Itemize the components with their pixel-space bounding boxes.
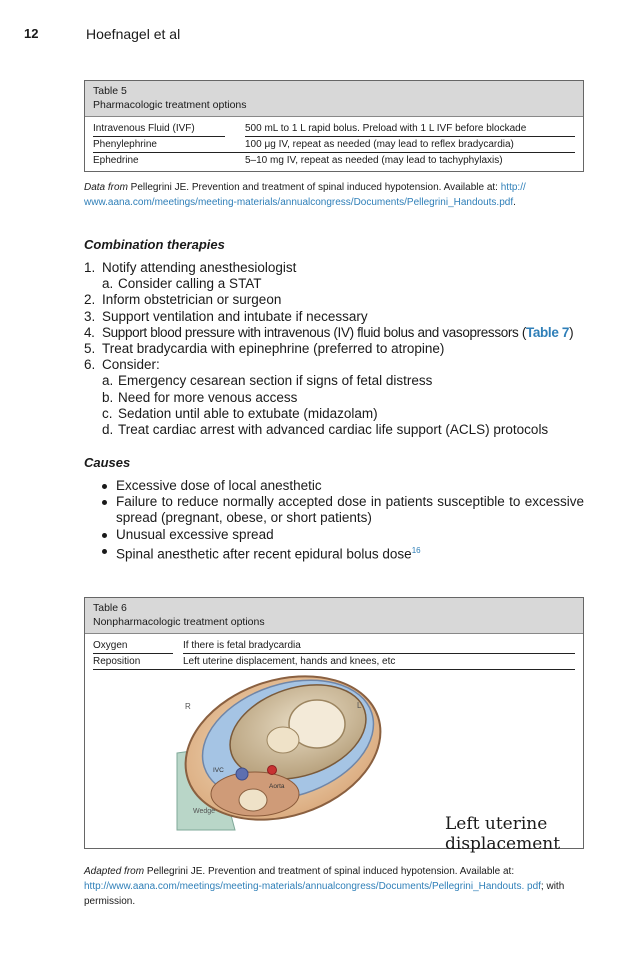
table-6-title: Nonpharmacologic treatment options	[93, 616, 265, 628]
table-cell-option: Oxygen	[93, 640, 128, 651]
label-wedge: Wedge	[193, 808, 216, 815]
table-row	[85, 153, 583, 169]
table-row	[85, 137, 583, 153]
causes-heading: Causes	[84, 455, 131, 470]
running-head: Hoefnagel et al	[86, 26, 181, 42]
citation-16[interactable]: 16	[411, 545, 421, 555]
label-l: L	[357, 701, 362, 710]
list-item: a. Emergency cesarean section if signs of fetal distress	[102, 373, 433, 389]
table-5-label: Table 5	[93, 85, 127, 97]
table-cell-drug: Ephedrine	[93, 155, 139, 166]
list-item: 2. Inform obstetrician or surgeon	[84, 292, 282, 308]
list-item: d. Treat cardiac arrest with advanced cardiac life support (ACLS) protocols	[102, 422, 549, 438]
label-ivc: IVC	[213, 767, 224, 774]
combination-list	[84, 260, 594, 438]
source-prefix: Data from	[84, 182, 128, 193]
source-suffix: ; with permission.	[84, 881, 565, 907]
cross-section-illustration	[85, 598, 583, 848]
figure-left-uterine-displacement	[85, 598, 583, 854]
bullet-icon	[102, 549, 107, 554]
vertebra-shape	[239, 789, 267, 811]
table-5	[84, 80, 584, 172]
list-item: Spinal anesthetic after recent epidural bolus dose$^{16}$	[84, 543, 584, 563]
label-r: R	[185, 702, 191, 711]
list-item: a. Consider calling a STAT	[102, 276, 262, 292]
table-cell-dose: 100 μg IV, repeat as needed (may lead to reflex bradycardia)	[245, 139, 514, 150]
list-item: 3. Support ventilation and intubate if necessary	[84, 308, 368, 324]
table-row	[85, 121, 583, 137]
source-suffix: .	[513, 197, 516, 208]
bullet-icon	[102, 500, 107, 505]
source-text: Pellegrini JE. Prevention and treatment of spinal induced hypotension. Available at:	[127, 182, 501, 193]
table-cell-dose: 5–10 mg IV, repeat as needed (may lead to tachyphylaxis)	[245, 155, 503, 166]
table-5-title: Pharmacologic treatment options	[93, 99, 247, 111]
bullet-icon	[102, 533, 107, 538]
table-6-source	[84, 864, 582, 909]
list-item: b. Need for more venous access	[102, 389, 298, 405]
causes-list	[84, 478, 584, 563]
combination-heading: Combination therapies	[84, 237, 225, 252]
table-7-link[interactable]: Table 7	[525, 324, 570, 340]
ivc-shape	[236, 768, 248, 780]
source-link[interactable]: http://www.aana.com/meetings/meeting-materials/annualcongress/Documents/Pellegrini_Handouts.	[84, 881, 525, 892]
table-cell-detail: If there is fetal bradycardia	[183, 640, 301, 651]
list-item: 1. Notify attending anesthesiologist	[84, 260, 297, 275]
list-item: 5. Treat bradycardia with epinephrine (preferred to atropine)	[84, 341, 445, 357]
list-item: Excessive dose of local anesthetic	[84, 478, 584, 494]
label-aorta: Aorta	[269, 783, 285, 790]
list-item: 6. Consider:	[84, 357, 160, 373]
list-item: Unusual excessive spread	[84, 527, 584, 543]
table-cell-detail: Left uterine displacement, hands and knees, etc	[183, 656, 396, 667]
page-number: 12	[24, 26, 39, 41]
table-cell-drug: Intravenous Fluid (IVF)	[93, 123, 195, 134]
source-prefix: Adapted from	[84, 866, 145, 877]
figure-caption: Left uterine displacement	[445, 814, 561, 854]
table-cell-option: Reposition	[93, 656, 141, 667]
table-6-label: Table 6	[93, 602, 127, 614]
table-6	[84, 597, 584, 854]
list-item: c. Sedation until able to extubate (midazolam)	[102, 405, 378, 421]
aorta-shape	[268, 766, 277, 775]
table-cell-dose: 500 mL to 1 L rapid bolus. Preload with 1 L IVF before blockade	[245, 123, 527, 134]
list-item: Failure to reduce normally accepted dose in patients susceptible to excessive spread (pregnant, obese, or short patients)	[84, 494, 584, 526]
source-text: Pellegrini JE. Prevention and treatment of spinal induced hypotension. Available at:	[144, 866, 515, 877]
table-cell-drug: Phenylephrine	[93, 139, 157, 150]
source-link-cont[interactable]: www.aana.com/meetings/meeting-materials/annualcongress/Documents/Pellegrini_Handouts.pdf	[84, 197, 514, 208]
table-5-header	[85, 81, 583, 117]
source-link[interactable]: http://	[500, 182, 526, 193]
list-item: 4. Support blood pressure with intravenous (IV) fluid bolus and vasopressors (Table 7)	[84, 324, 574, 340]
table-5-source	[84, 180, 582, 210]
bullet-icon	[102, 484, 107, 489]
source-link-cont[interactable]: pdf	[527, 881, 541, 892]
